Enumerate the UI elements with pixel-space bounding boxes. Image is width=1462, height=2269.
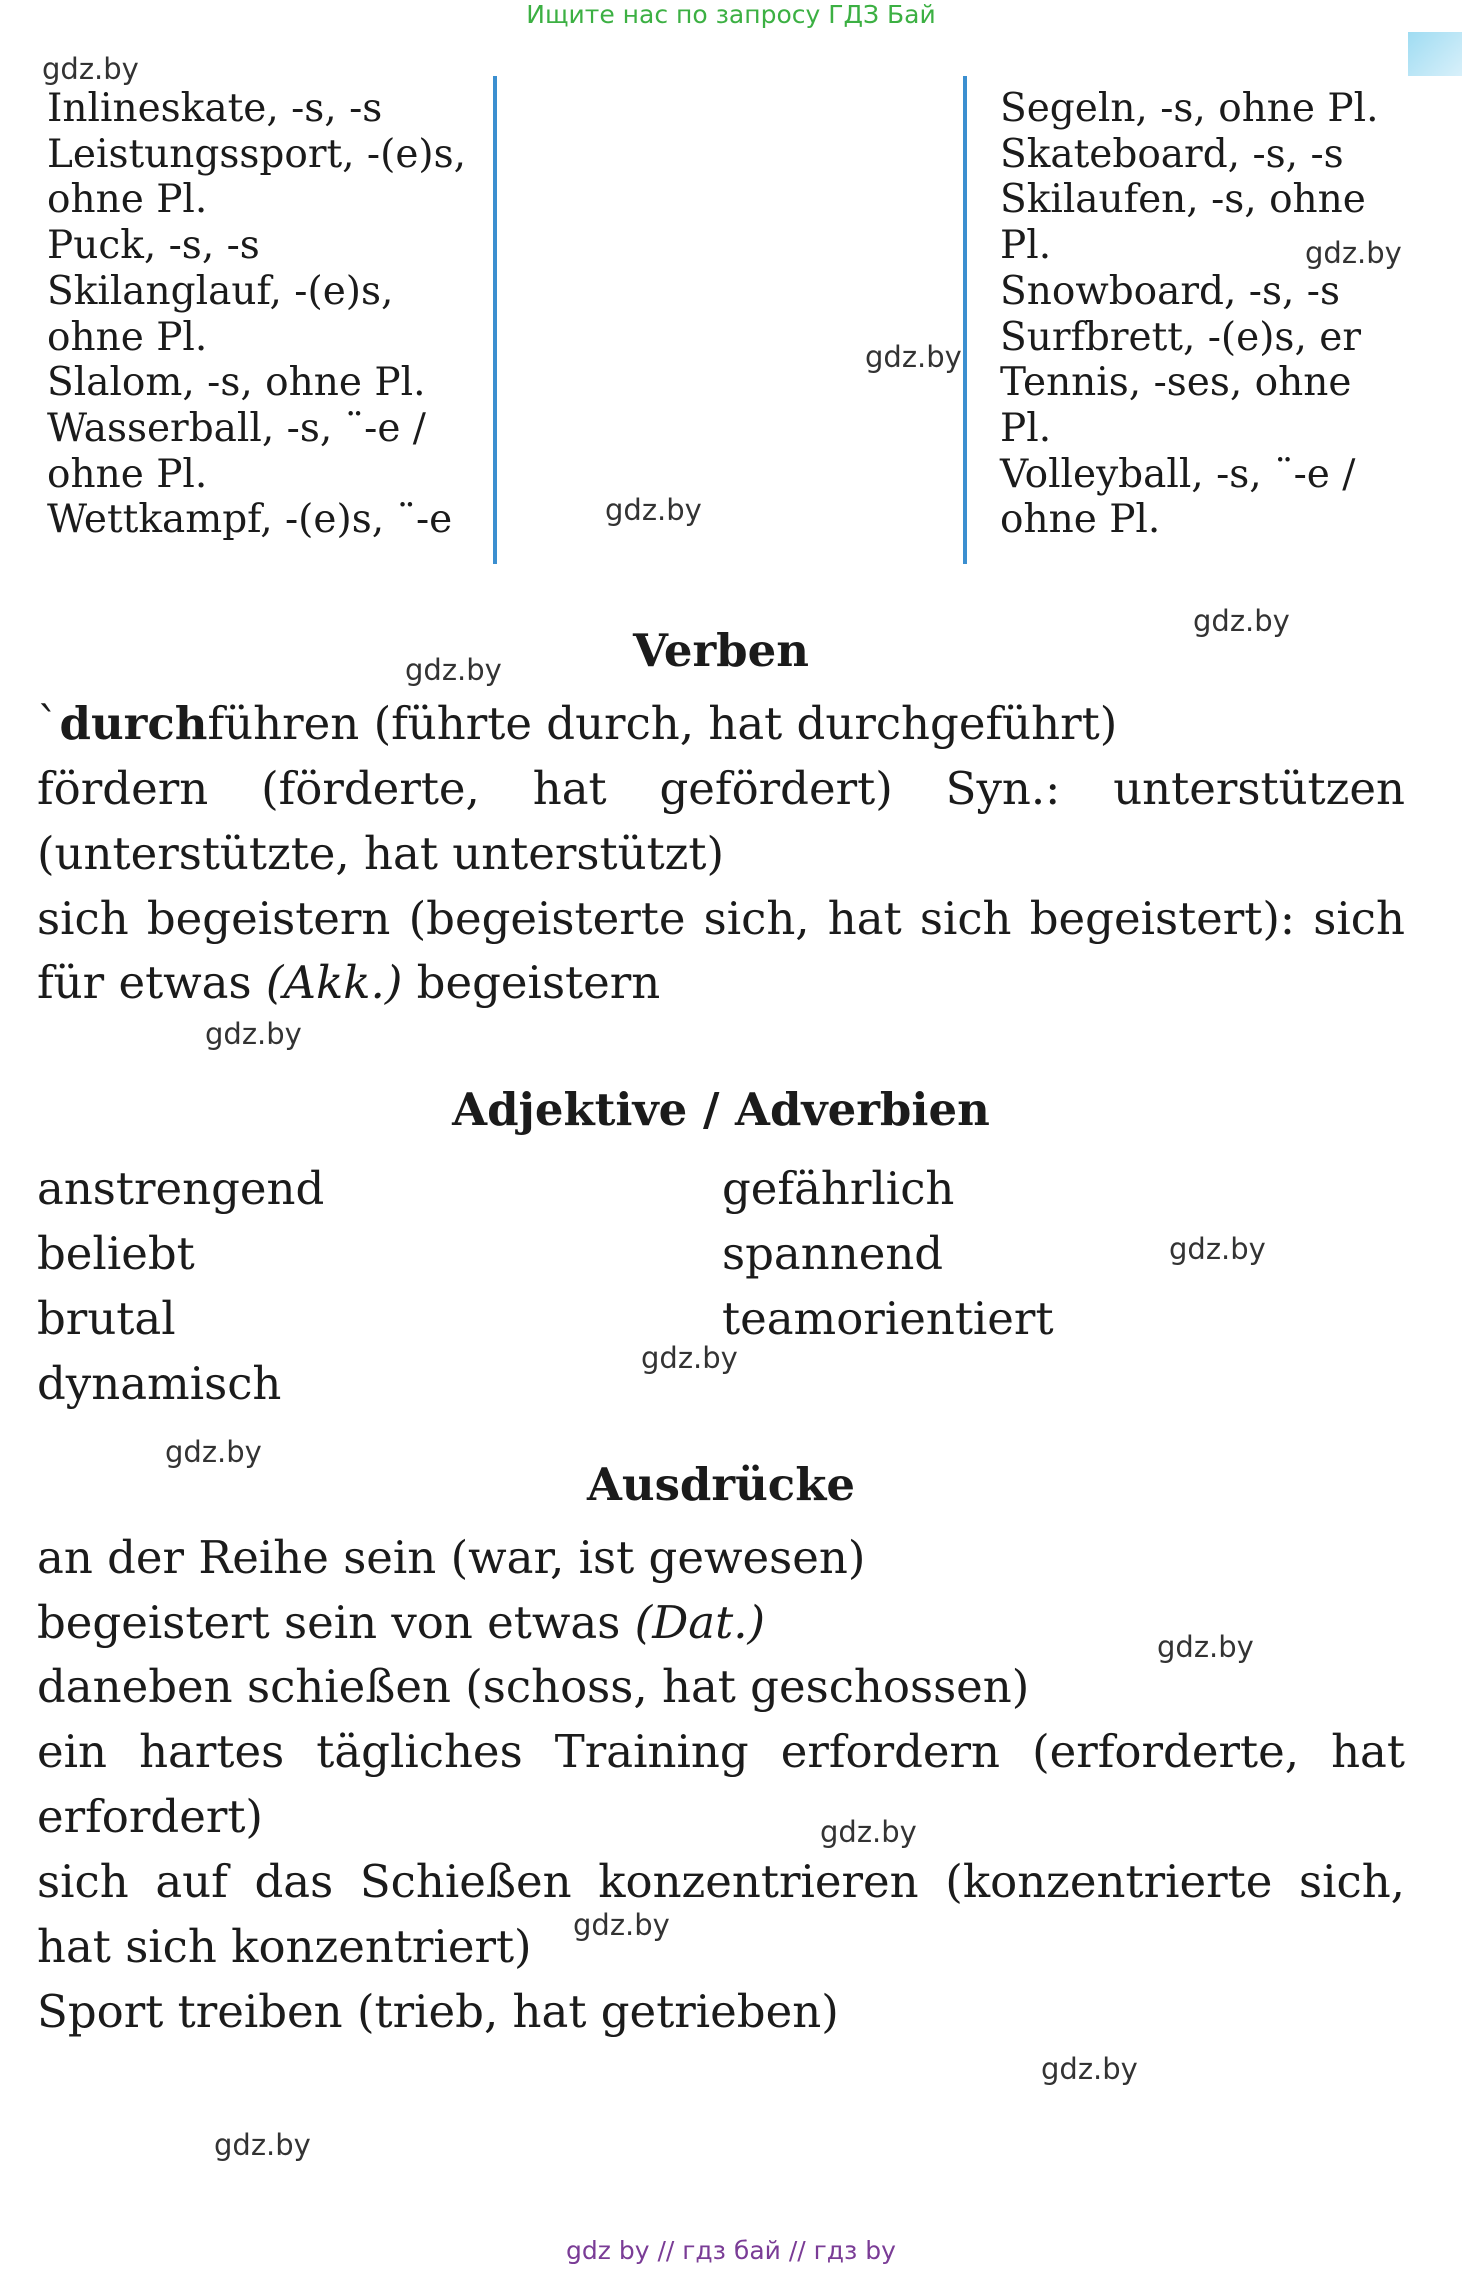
word: sich bbox=[1313, 892, 1405, 945]
corner-decoration bbox=[1408, 32, 1462, 76]
noun-entry: Volleyball, -s, ¨-e / bbox=[1000, 451, 1356, 497]
noun-entry: Pl. bbox=[1000, 405, 1052, 451]
adjective-entry: gefährlich bbox=[722, 1162, 955, 1215]
noun-entry: Puck, -s, -s bbox=[47, 223, 260, 269]
watermark: gdz.by bbox=[1041, 2052, 1138, 2086]
adjective-entry: beliebt bbox=[37, 1227, 195, 1280]
noun-entry: Pl. bbox=[1000, 223, 1052, 269]
word: unterstützen bbox=[1113, 762, 1405, 815]
word: Training bbox=[554, 1725, 749, 1778]
word: (förderte, bbox=[261, 762, 480, 815]
expression-line-2-a: begeistert sein von etwas bbox=[37, 1596, 635, 1649]
word: (erforderte, bbox=[1032, 1725, 1300, 1778]
watermark: gdz.by bbox=[205, 1017, 302, 1051]
expression-line-2 bbox=[37, 1596, 765, 1649]
word: sich bbox=[37, 1855, 129, 1908]
noun-entry: Leistungssport, -(e)s, bbox=[47, 131, 467, 177]
verb-line-1 bbox=[37, 697, 1117, 750]
word: sich, bbox=[703, 892, 810, 945]
noun-entry: Skilaufen, -s, ohne bbox=[1000, 177, 1366, 223]
watermark: gdz.by bbox=[641, 1341, 738, 1375]
expression-line-3: daneben schießen (schoss, hat geschossen) bbox=[37, 1660, 1030, 1713]
word: (begeisterte bbox=[408, 892, 686, 945]
word: hat bbox=[532, 762, 607, 815]
verb-line-3: (unterstützte, hat unterstützt) bbox=[37, 827, 724, 880]
adjective-entry: brutal bbox=[37, 1292, 176, 1345]
watermark: gdz.by bbox=[605, 493, 702, 527]
word: Schießen bbox=[359, 1855, 572, 1908]
noun-entry: Wasserball, -s, ¨-e / bbox=[47, 405, 426, 451]
noun-entry: Skilanglauf, -(e)s, bbox=[47, 268, 394, 314]
noun-entry: Slalom, -s, ohne Pl. bbox=[47, 360, 426, 406]
noun-entry: ohne Pl. bbox=[47, 314, 208, 360]
expression-line-7: hat sich konzentriert) bbox=[37, 1920, 532, 1973]
adjective-entry: anstrengend bbox=[37, 1162, 325, 1215]
word: konzentrieren bbox=[598, 1855, 919, 1908]
watermark: gdz.by bbox=[573, 1908, 670, 1942]
verb-prefix-bold: durch bbox=[59, 697, 208, 750]
watermark: gdz.by bbox=[865, 340, 962, 374]
adjectives-left-column bbox=[37, 1156, 324, 1416]
word: begeistern bbox=[146, 892, 391, 945]
word: sich bbox=[37, 892, 129, 945]
noun-entry: ohne Pl. bbox=[47, 451, 208, 497]
noun-entry: Snowboard, -s, -s bbox=[1000, 268, 1340, 314]
watermark: gdz.by bbox=[820, 1815, 917, 1849]
case-note-akk: (Akk.) bbox=[265, 956, 403, 1009]
verb-line-5-a: für etwas bbox=[37, 956, 266, 1009]
expression-line-1: an der Reihe sein (war, ist gewesen) bbox=[37, 1531, 866, 1584]
footer-links: gdz by // гдз бай // гдз by bbox=[566, 2236, 896, 2265]
noun-entry: Surfbrett, -(e)s, er bbox=[1000, 314, 1361, 360]
nouns-left-column bbox=[47, 86, 466, 543]
expression-line-4 bbox=[37, 1725, 1405, 1778]
expression-line-8: Sport treiben (trieb, hat getrieben) bbox=[37, 1985, 839, 2038]
case-note-dat: (Dat.) bbox=[634, 1596, 766, 1649]
adjectives-right-column bbox=[722, 1156, 1054, 1351]
word: gefördert) bbox=[659, 762, 893, 815]
verbs-heading: Verben bbox=[633, 624, 809, 677]
word: erfordern bbox=[780, 1725, 1001, 1778]
noun-entry: Segeln, -s, ohne Pl. bbox=[1000, 86, 1379, 131]
expressions-heading: Ausdrücke bbox=[586, 1458, 856, 1511]
verb-line-5-b: begeistern bbox=[402, 956, 661, 1009]
column-divider-left bbox=[493, 76, 497, 564]
word: begeistert): bbox=[1029, 892, 1296, 945]
word: auf bbox=[155, 1855, 228, 1908]
word: hat bbox=[827, 892, 902, 945]
word: sich bbox=[919, 892, 1012, 945]
stress-mark: ` bbox=[37, 697, 60, 750]
noun-entry: Inlineskate, -s, -s bbox=[47, 86, 383, 131]
word: fördern bbox=[37, 762, 209, 815]
word: hartes bbox=[139, 1725, 285, 1778]
verb-line-4 bbox=[37, 892, 1405, 945]
adjective-entry: spannend bbox=[722, 1227, 944, 1280]
noun-entry: Wettkampf, -(e)s, ¨-e bbox=[47, 497, 453, 543]
watermark: gdz.by bbox=[1157, 1630, 1254, 1664]
word: hat bbox=[1331, 1725, 1405, 1778]
column-divider-right bbox=[963, 76, 967, 564]
expression-line-5: erfordert) bbox=[37, 1790, 263, 1843]
watermark: gdz.by bbox=[1305, 236, 1402, 270]
adjective-entry: dynamisch bbox=[37, 1357, 282, 1410]
word: tägliches bbox=[316, 1725, 523, 1778]
noun-entry: Skateboard, -s, -s bbox=[1000, 131, 1344, 177]
expression-line-6 bbox=[37, 1855, 1405, 1908]
watermark: gdz.by bbox=[214, 2128, 311, 2162]
noun-entry: ohne Pl. bbox=[1000, 497, 1161, 543]
word: Syn.: bbox=[945, 762, 1061, 815]
word: (konzentrierte bbox=[945, 1855, 1273, 1908]
watermark: gdz.by bbox=[405, 653, 502, 687]
adjectives-heading: Adjektive / Adverbien bbox=[452, 1083, 990, 1136]
verb-line-2 bbox=[37, 762, 1405, 815]
top-banner: Ищите нас по запросу ГДЗ Бай bbox=[526, 0, 936, 29]
watermark: gdz.by bbox=[165, 1435, 262, 1469]
watermark: gdz.by bbox=[1193, 604, 1290, 638]
noun-entry: ohne Pl. bbox=[47, 177, 208, 223]
word: das bbox=[254, 1855, 334, 1908]
nouns-right-column bbox=[1000, 86, 1379, 543]
watermark: gdz.by bbox=[42, 52, 139, 86]
verb-line-5 bbox=[37, 956, 660, 1009]
noun-entry: Tennis, -ses, ohne bbox=[1000, 360, 1352, 406]
word: ein bbox=[37, 1725, 108, 1778]
adjective-entry: teamorientiert bbox=[722, 1292, 1054, 1345]
word: sich, bbox=[1299, 1855, 1405, 1908]
verb-line-1-rest: führen (führte durch, hat durchgeführt) bbox=[207, 697, 1118, 750]
watermark: gdz.by bbox=[1169, 1232, 1266, 1266]
